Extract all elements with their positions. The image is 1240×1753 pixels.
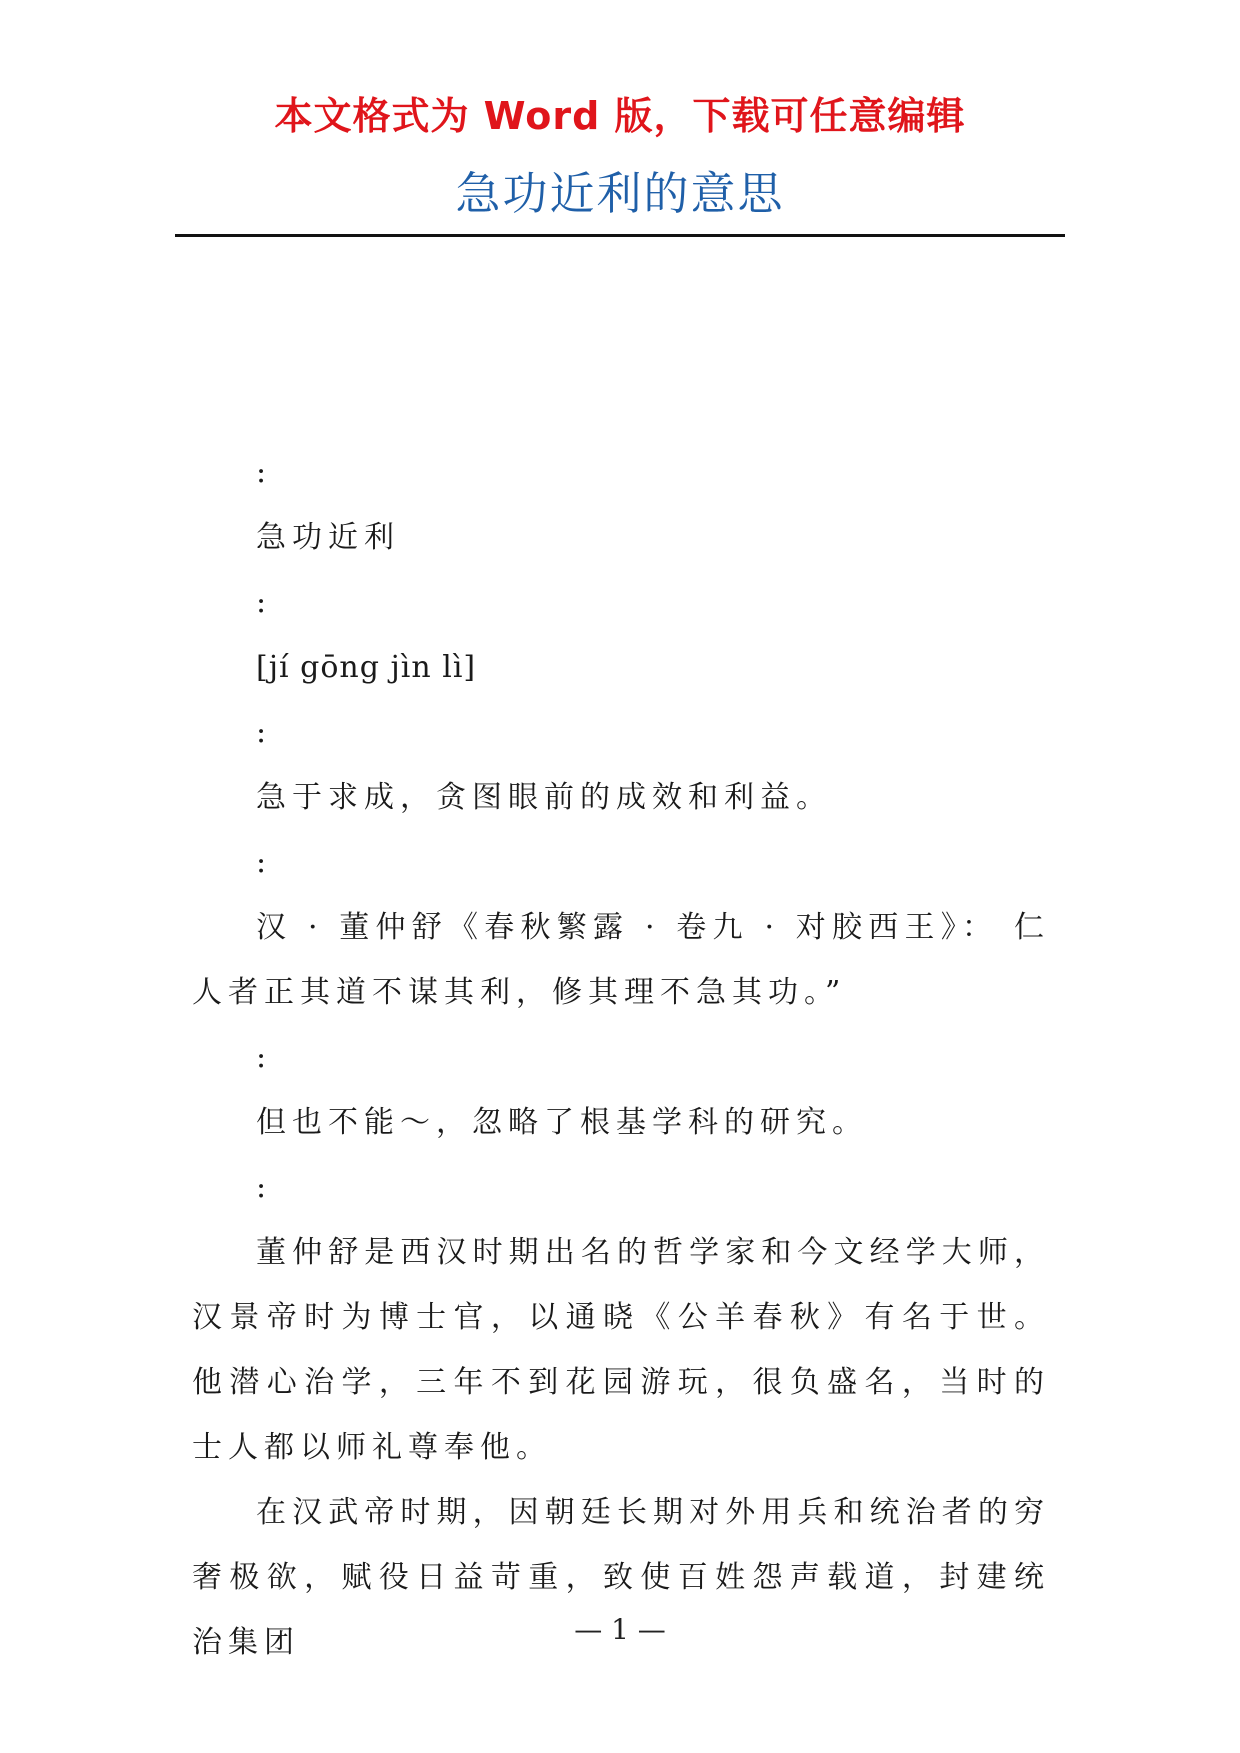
document-title: 急功近利的意思 [455,167,785,220]
paragraph: : [256,715,273,750]
page-number: — 1 — [574,1613,666,1646]
paragraph: 汉 · 董仲舒《春秋繁露 · 卷九 · 对胶西王》： 仁人者正其道不谋其利，修其理不急其功。” [192,910,1050,1010]
header-divider [175,234,1065,237]
paragraph: : [256,1170,273,1205]
paragraph-pinyin: [jí gōng jìn lì] [256,650,477,685]
document-body [192,440,1050,1675]
paragraph: : [256,455,273,490]
paragraph: 董仲舒是西汉时期出名的哲学家和今文经学大师，汉景帝时为博士官，以通晓《公羊春秋》有名于世。他潜心治学，三年不到花园游玩，很负盛名，当时的士人都以师礼尊奉他。 [192,1235,1050,1465]
paragraph: : [256,845,273,880]
paragraph: 急于求成，贪图眼前的成效和利益。 [256,780,832,815]
format-banner: 本文格式为 Word 版，下载可任意编辑 [274,94,966,138]
paragraph: 急功近利 [256,520,400,555]
paragraph: : [256,585,273,620]
paragraph: 在汉武帝时期，因朝廷长期对外用兵和统治者的穷奢极欲，赋役日益苛重，致使百姓怨声载道，封建统治集团 [192,1495,1050,1660]
paragraph: : [256,1040,273,1075]
paragraph: 但也不能～，忽略了根基学科的研究。 [256,1105,868,1140]
